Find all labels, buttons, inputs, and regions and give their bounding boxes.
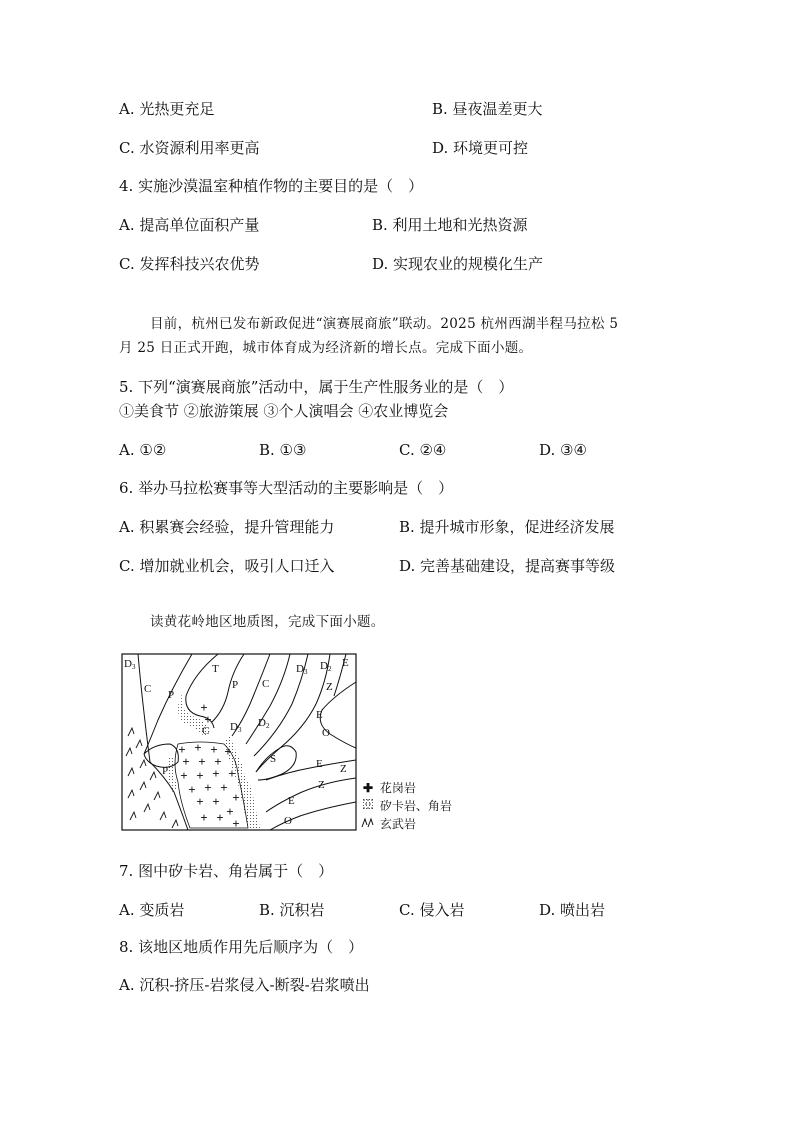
q3-option-d: D. 环境更可控 [432,139,529,157]
svg-text:+: + [216,810,224,825]
q6-option-b: B. 提升城市形象，促进经济发展 [399,518,615,536]
q4-stem: 4. 实施沙漠温室种植作物的主要目的是（ ） [119,177,424,195]
passage2: 读黄花岭地区地质图，完成下面小题。 [150,614,385,630]
svg-text:+: + [188,782,196,797]
geologic-map [120,652,360,834]
map-label: D2 [320,660,332,673]
q6-option-d: D. 完善基础建设，提高赛事等级 [399,557,616,575]
q3-option-a: A. 光热更充足 [119,100,215,118]
q7-option-c: C. 侵入岩 [399,901,465,919]
granite-symbol-icon: ✚ [362,781,374,795]
map-label: E [342,657,349,669]
passage1-line2: 月 25 日正式开跑，城市体育成为经济新的增长点。完成下面小题。 [119,340,533,356]
q6-option-a: A. 积累赛会经验，提升管理能力 [119,518,335,536]
map-label: Z [326,681,333,693]
map-label: Z [318,779,325,791]
svg-text:+: + [182,754,190,769]
q4-option-b: B. 利用土地和光热资源 [372,216,528,234]
q7-option-a: A. 变质岩 [119,901,185,919]
map-label: P [168,689,175,701]
map-label: C [144,683,152,695]
svg-text:+: + [204,712,212,727]
map-label: C [202,725,210,737]
legend-basalt-label: 玄武岩 [379,817,416,831]
svg-text:+: + [226,804,234,819]
q5-option-c: C. ②④ [399,441,447,459]
q5-items: ①美食节 ②旅游策展 ③个人演唱会 ④农业博览会 [119,402,449,420]
map-label: D3 [296,663,308,676]
legend-skarn-label: 矽卡岩、角岩 [379,799,452,813]
map-label: T [212,663,219,675]
svg-text:+: + [232,816,240,831]
q5-option-b: B. ①③ [259,441,307,459]
svg-text:+: + [194,740,202,755]
q8-stem: 8. 该地区地质作用先后顺序为（ ） [119,938,364,956]
svg-text:+: + [178,742,186,757]
q5-stem: 5. 下列“演赛展商旅”活动中，属于生产性服务业的是（ ） [119,378,514,396]
q3-option-b: B. 昼夜温差更大 [432,100,543,118]
skarn-symbol-icon [360,798,376,814]
svg-text:+: + [228,766,236,781]
map-label: S [270,753,277,765]
svg-text:+: + [214,754,222,769]
legend-granite [360,780,416,796]
svg-text:+: + [210,742,218,757]
map-label: D3 [124,658,136,671]
basalt-symbol-icon [360,816,376,832]
svg-text:+: + [212,794,220,809]
map-label: E [288,795,295,807]
q6-stem: 6. 举办马拉松赛事等大型活动的主要影响是（ ） [119,479,454,497]
svg-text:+: + [220,780,228,795]
q4-option-c: C. 发挥科技兴农优势 [119,255,260,273]
q3-option-c: C. 水资源利用率更高 [119,139,260,157]
map-label: P [162,765,169,777]
q6-option-c: C. 增加就业机会，吸引人口迁入 [119,557,335,575]
q8-option-a: A. 沉积-挤压-岩浆侵入-断裂-岩浆喷出 [119,976,370,994]
q5-option-a: A. ①② [119,441,167,459]
map-label: O [322,727,330,739]
svg-text:+: + [232,790,240,805]
svg-text:+: + [180,768,188,783]
svg-text:+: + [200,700,208,715]
map-label: D2 [258,717,270,730]
q7-stem: 7. 图中矽卡岩、角岩属于（ ） [119,862,334,880]
map-label: D3 [230,721,242,734]
svg-text:+: + [200,810,208,825]
map-label: E [316,709,323,721]
legend-skarn [360,798,452,814]
svg-text:+: + [196,768,204,783]
map-label: O [284,815,292,827]
map-label: E [316,758,323,770]
passage1-line1: 目前，杭州已发布新政促进“演赛展商旅”联动。2025 杭州西湖半程马拉松 5 [150,316,619,332]
map-label: P [232,679,239,691]
q4-option-a: A. 提高单位面积产量 [119,216,260,234]
svg-text:+: + [224,744,232,759]
q5-option-d: D. ③④ [539,441,587,459]
q7-option-b: B. 沉积岩 [259,901,325,919]
q4-option-d: D. 实现农业的规模化生产 [372,255,544,273]
svg-text:+: + [204,780,212,795]
svg-text:+: + [198,754,206,769]
svg-text:+: + [212,766,220,781]
legend-granite-label: 花岗岩 [379,781,416,795]
map-label: C [262,678,270,690]
svg-text:+: + [196,794,204,809]
legend-basalt [360,816,416,832]
q7-option-d: D. 喷出岩 [539,901,606,919]
map-label: Z [340,763,347,775]
